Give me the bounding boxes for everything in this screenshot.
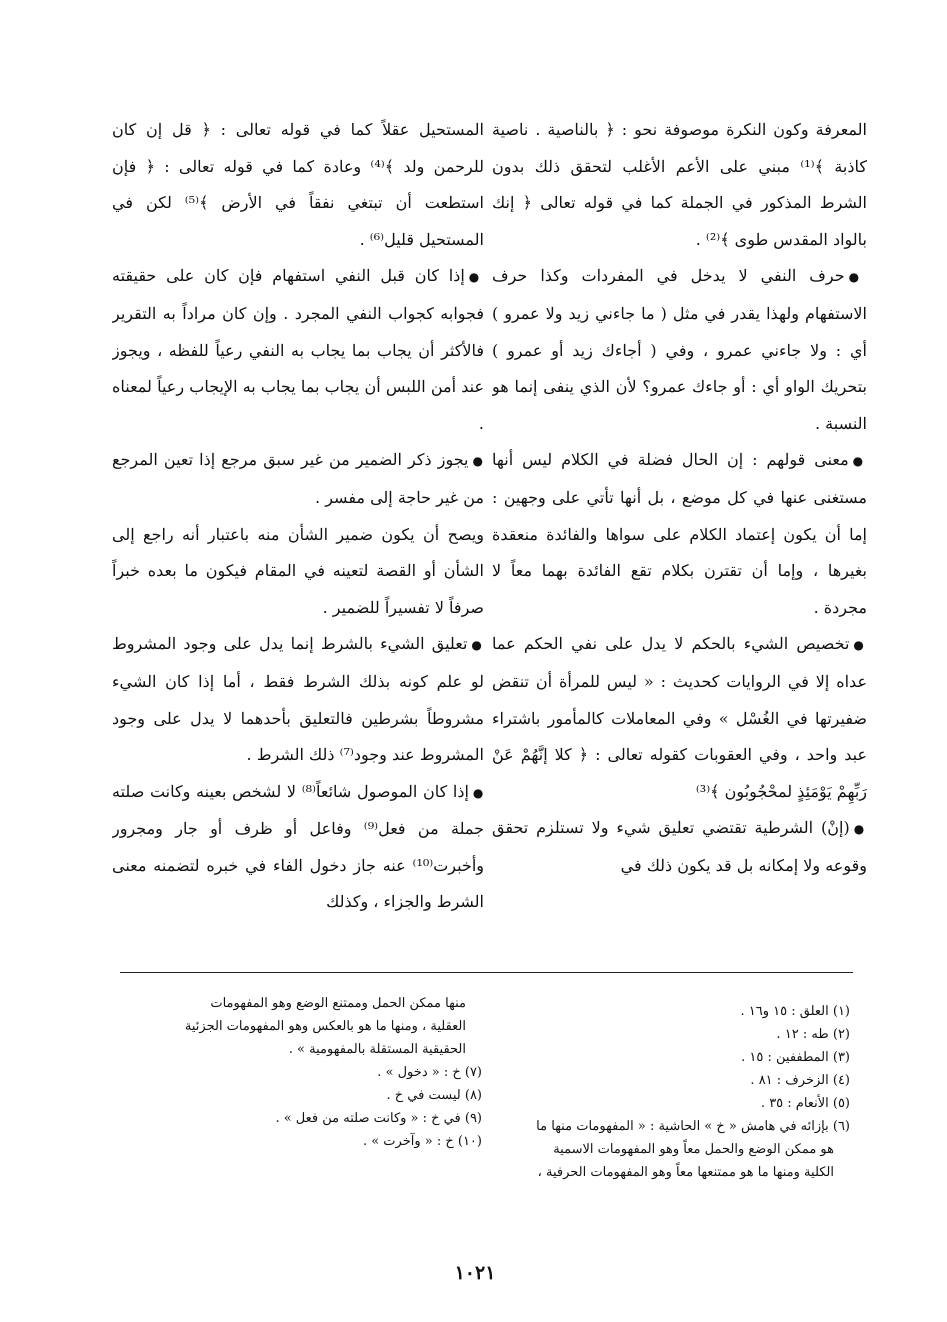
footnote-continuation: منها ممكن الحمل وممتنع الوضع وهو المفهومات [210, 996, 466, 1011]
footnote: (٦) بإزائه في هامش « خ » الحاشية : « المفهومات منها ما [536, 1119, 850, 1134]
bullet-icon: ● [472, 454, 484, 469]
bullet-paragraph: ●(إنْ) الشرطية تقتضي تعليق شيء ولا تستلزم تحقق وقوعه ولا إمكانه بل قد يكون ذلك في [492, 818, 867, 875]
bullet-paragraph: ●معنى قولهم : إن الحال فضلة في الكلام ليس أنها مستغنى عنها في كل موضع ، بل أنها تأتي على وجهين : إما أن يكون إعتماد الكلام على سواها والفائدة منعقدة بغيرها ، وإما أن تقترن بكلام تقع الفائدة بهما معاً لا مجردة . [492, 450, 867, 617]
footnote: (٤) الزخرف : ٨١ . [750, 1073, 850, 1088]
bullet-icon: ● [852, 454, 867, 469]
footnote: (٥) الأنعام : ٣٥ . [760, 1096, 850, 1111]
footnote-continuation: الحقيقية المستقلة بالمفهومية » . [288, 1042, 466, 1057]
text-column-left [112, 112, 484, 957]
footnote: (١٠) خ : « وآخرت » . [362, 1134, 482, 1149]
paragraph: المعرفة وكون النكرة موصوفة نحو : ﴿ بالناصية . ناصية كاذبة ﴾⁽¹⁾ مبني على الأعم الأغلب لتحقق ذلك بدون الشرط المذكور في الجملة كما في قوله تعالى ﴿ إنك بالواد المقدس طوى ﴾⁽²⁾ . [492, 120, 867, 249]
bullet-paragraph: ●حرف النفي لا يدخل في المفردات وكذا حرف الاستفهام ولهذا يقدر في مثل ( ما جاءني زيد ولا عمرو ) أي : ولا جاءني عمرو ، وفي ( أجاءك زيد أو عمرو ) بتحريك الواو أي : أو جاءك عمرو؟ لأن الذي ينفى إنما هو النسبة . [492, 266, 867, 433]
paragraph: ويصح أن يكون ضمير الشأن منه باعتبار أنه راجع إلى الشأن أو القصة لتعينه في المقام فيكون ما بعده خبراً صرفاً لا تفسيراً للضمير . [112, 524, 484, 617]
bullet-paragraph: ●تخصيص الشيء بالحكم لا يدل على نفي الحكم عما عداه إلا في الروايات كحديث : « ليس للمرأة أن تنقض ضفيرتها في الغُسْل » وفي المعاملات كالمأمور باشتراء عبد واحد ، وفي العقوبات كقوله تعالى : ﴿ كلا إنَّهُمْ عَنْ رَبِّهِمْ يَوْمَئِذٍ لمحْجُوبُون ﴾⁽³⁾ [492, 634, 867, 801]
footnote-continuation: هو ممكن الوضع والحمل معاً وهو المفهومات الاسمية [553, 1142, 834, 1157]
bullet-paragraph: ●يجوز ذكر الضمير من غير سبق مرجع إذا تعين المرجع من غير حاجة إلى مفسر . [112, 450, 484, 507]
footnote: (٢) طه : ١٢ . [776, 1027, 850, 1042]
bullet-icon: ● [853, 822, 867, 837]
footnote: (١) العلق : ١٥ و١٦ . [740, 1004, 850, 1019]
footnote: (٧) خ : « دخول » . [377, 1065, 482, 1080]
bullet-paragraph: ●إذا كان قبل النفي استفهام فإن كان على حقيقته فجوابه كجواب النفي المجرد . وإن كان مراداً به التقرير فالأكثر أن يجاب بما يجاب به النفي رعياً للفظه ، ويجوز عند أمن اللبس أن يجاب بما يجاب به الإيجاب رعياً لمعناه . [112, 266, 484, 433]
footnote-continuation: العقلية ، ومنها ما هو بالعكس وهو المفهومات الجزئية [184, 1019, 466, 1034]
footnotes-left [120, 992, 482, 1153]
footnote-continuation: الكلية ومنها ما هو ممتنعها معاً وهو المفهومات الحرفية ، [537, 1165, 834, 1180]
footnote: (٨) ليست في خ . [386, 1088, 482, 1103]
footnote: (٩) في خ : « وكانت صلته من فعل » . [275, 1111, 482, 1126]
page-number: ١٠٢١ [454, 1262, 496, 1284]
bullet-icon: ● [471, 638, 484, 653]
footnote-divider [120, 972, 853, 973]
bullet-paragraph: ●تعليق الشيء بالشرط إنما يدل على وجود المشروط لو علم كونه بذلك الشرط فقط ، أما إذا كان الشيء مشروطاً بشرطين فالتعليق بأحدهما لا يدل على وجود المشروط عند وجود⁽⁷⁾ ذلك الشرط . [112, 634, 484, 765]
footnote: (٣) المطففين : ١٥ . [741, 1050, 850, 1065]
paragraph: المستحيل عقلاً كما في قوله تعالى : ﴿ قل إن كان للرحمن ولد ﴾⁽⁴⁾ وعادة كما في قوله تعالى : ﴿ فإن استطعت أن تبتغي نفقاً في الأرض ﴾⁽⁵⁾ لكن في المستحيل قليل⁽⁶⁾ . [112, 120, 484, 249]
bullet-icon: ● [468, 270, 484, 285]
bullet-icon: ● [853, 638, 867, 653]
text-column-right [492, 112, 867, 957]
footnotes-right [492, 1000, 850, 1184]
bullet-icon: ● [472, 785, 484, 800]
bullet-paragraph: ●إذا كان الموصول شائعاً⁽⁸⁾ لا لشخص بعينه وكانت صلته جملة من فعل⁽⁹⁾ وفاعل أو ظرف أو جار ومجرور وأخبرت⁽¹⁰⁾ عنه جاز دخول الفاء في خبره لتضمنه معنى الشرط والجزاء ، وكذلك [112, 781, 484, 912]
bullet-icon: ● [848, 270, 867, 285]
